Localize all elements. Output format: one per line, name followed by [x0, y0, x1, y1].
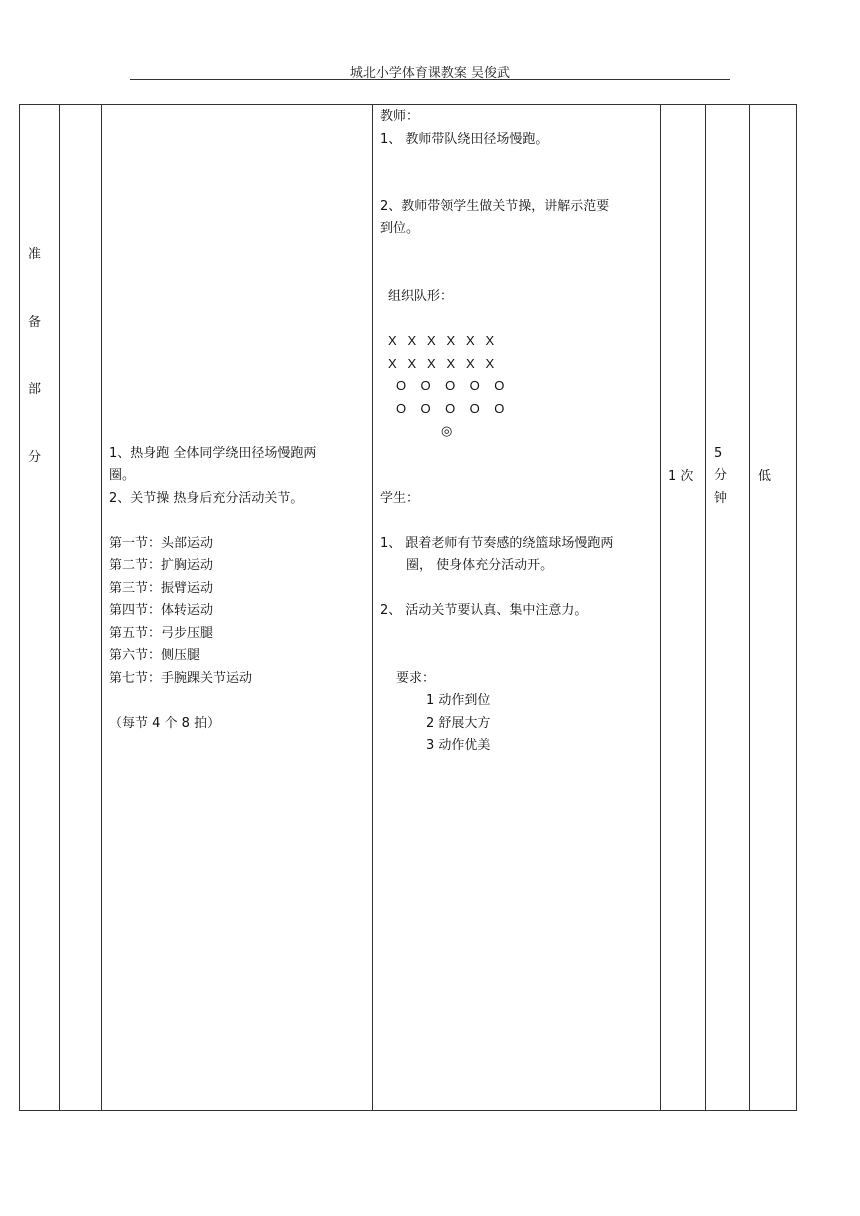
student-step: 2、 活动关节要认真、集中注意力。 — [380, 603, 588, 618]
column-divider — [705, 104, 706, 1111]
column-divider — [59, 104, 60, 1111]
content-line: 1、热身跑 全体同学绕田径场慢跑两 — [109, 446, 317, 461]
duration-char: 5 — [714, 446, 723, 461]
teacher-position-icon: ◎ — [441, 423, 453, 438]
teacher-label: 教师： — [380, 109, 420, 124]
column-divider — [660, 104, 661, 1111]
content-line: 2、关节操 热身后充分活动关节。 — [109, 491, 304, 506]
column-divider — [101, 104, 102, 1111]
page-header-title: 城北小学体育课教案 吴俊武 — [349, 66, 511, 81]
intensity-value: 低 — [758, 469, 772, 484]
content-line: 第三节：振臂运动 — [109, 581, 214, 596]
requirements-label: 要求： — [396, 671, 436, 686]
student-step: 1、 跟着老师有节奏感的绕篮球场慢跑两 — [380, 536, 614, 551]
content-line: 第七节：手腕踝关节运动 — [109, 671, 253, 686]
column-divider — [372, 104, 373, 1111]
duration-char: 钟 — [714, 491, 728, 506]
requirement-item: 2 舒展大方 — [426, 716, 491, 731]
duration-char: 分 — [714, 468, 728, 483]
section-label-char: 部 — [28, 382, 42, 397]
requirement-item: 3 动作优美 — [426, 738, 491, 753]
student-step: 圈， 使身体充分活动开。 — [406, 558, 554, 573]
content-line: 第四节：体转运动 — [109, 603, 214, 618]
header-divider — [130, 79, 730, 80]
student-label: 学生： — [380, 491, 420, 506]
formation-label: 组织队形： — [388, 289, 454, 304]
column-divider — [749, 104, 750, 1111]
content-line: 第一节：头部运动 — [109, 536, 214, 551]
teacher-step: 到位。 — [380, 221, 420, 236]
formation-row: X X X X X X — [388, 356, 495, 371]
teacher-step: 2、教师带领学生做关节操，讲解示范要 — [380, 199, 610, 214]
content-line: 第五节：弓步压腿 — [109, 626, 214, 641]
teacher-step: 1、 教师带队绕田径场慢跑。 — [380, 132, 549, 147]
content-line: 第二节：扩胸运动 — [109, 558, 214, 573]
formation-row: O O O O O — [396, 401, 505, 416]
content-line: 圈。 — [109, 468, 136, 483]
section-label-char: 备 — [28, 315, 42, 330]
repetition-count: 1 次 — [668, 469, 694, 484]
section-label-char: 分 — [28, 450, 42, 465]
content-line: 第六节：侧压腿 — [109, 648, 201, 663]
requirement-item: 1 动作到位 — [426, 693, 491, 708]
formation-row: X X X X X X — [388, 333, 495, 348]
section-label-char: 准 — [28, 247, 42, 262]
formation-row: O O O O O — [396, 378, 505, 393]
content-line: （每节 4 个 8 拍） — [109, 716, 221, 731]
